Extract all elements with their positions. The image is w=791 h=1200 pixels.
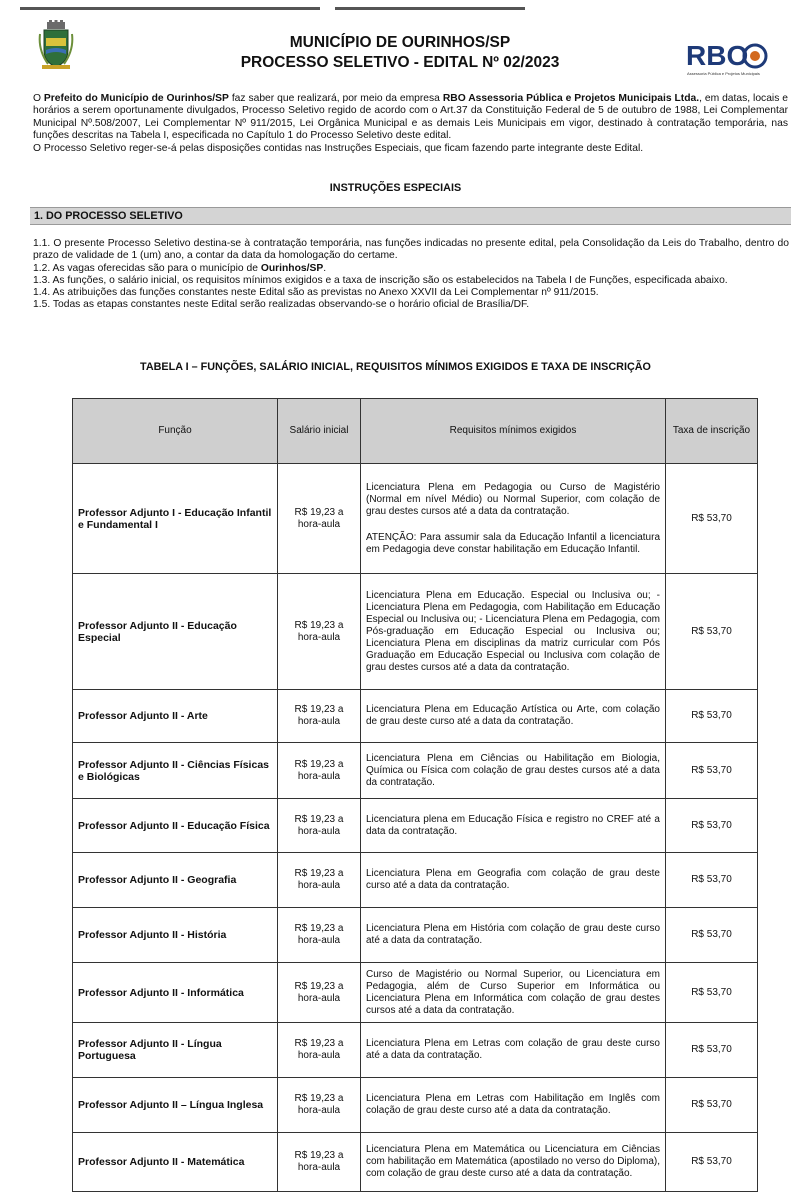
intro-text-span: faz saber que realizará, por meio da empresa xyxy=(228,93,443,104)
cell-funcao: Professor Adjunto I - Educação Infantil e Fundamental I xyxy=(73,464,278,574)
cell-taxa: R$ 53,70 xyxy=(666,963,758,1023)
section-1-header: 1. DO PROCESSO SELETIVO xyxy=(30,207,791,225)
table-row xyxy=(73,1078,758,1133)
company-name: RBO Assessoria Pública e Projetos Municipais Ltda. xyxy=(442,93,700,104)
item-1-3: 1.3. As funções, o salário inicial, os requisitos mínimos exigidos e a taxa de inscrição são os estabelecidos na Tabela I de Funções, especificada abaixo. xyxy=(33,274,728,286)
table-row xyxy=(73,908,758,963)
cell-funcao: Professor Adjunto II - Matemática xyxy=(73,1133,278,1192)
table-row xyxy=(73,743,758,799)
table-row xyxy=(73,574,758,690)
table-header-row xyxy=(73,399,758,464)
document-header xyxy=(120,33,680,73)
header-edital: PROCESSO SELETIVO - EDITAL Nº 02/2023 xyxy=(240,54,560,71)
header-salario: Salário inicial xyxy=(278,399,361,464)
cell-funcao: Professor Adjunto II - História xyxy=(73,908,278,963)
cell-funcao: Professor Adjunto II - Geografia xyxy=(73,853,278,908)
mayor-name: Prefeito do Município de Ourinhos/SP xyxy=(43,93,229,104)
instructions-title: INSTRUÇÕES ESPECIAIS xyxy=(329,182,462,194)
cell-taxa: R$ 53,70 xyxy=(666,1078,758,1133)
cell-funcao: Professor Adjunto II - Ciências Físicas e Biológicas xyxy=(73,743,278,799)
intro-text-span: , em datas, locais e horários a serem oportunamente divulgados, Processo Seletivo regido de acordo com o Art.37 da Constituição Federal de 5 de outubro de 1988, Lei Complementar Municipal Nº.508/2007, Lei Complementar Nº 911/2015, Lei Orgânica Municipal e as demais Leis Municipais em vigor, destinado à contratação temporária, nas funções descritas na Tabela I, especificada no Capítulo 1 do Processo Seletivo deste edital. xyxy=(33,93,788,142)
cell-salario: R$ 19,23 a hora-aula xyxy=(278,464,361,574)
cell-funcao: Professor Adjunto II – Língua Inglesa xyxy=(73,1078,278,1133)
cell-taxa: R$ 53,70 xyxy=(666,1133,758,1192)
cell-funcao: Professor Adjunto II - Informática xyxy=(73,963,278,1023)
table-row xyxy=(73,1133,758,1192)
intro-text-span: O xyxy=(33,93,44,104)
cell-requisitos: Licenciatura Plena em Letras com Habilitação em Inglês com colação de grau deste curso até a data da contratação. xyxy=(361,1078,666,1133)
table-title: TABELA I – FUNÇÕES, SALÁRIO INICIAL, REQUISITOS MÍNIMOS EXIGIDOS E TAXA DE INSCRIÇÃO xyxy=(140,361,651,373)
cell-requisitos: Licenciatura Plena em Matemática ou Licenciatura em Ciências com habilitação em Matemática (apostilado no verso do Diploma), com colação de grau deste curso até a data da contratação. xyxy=(361,1133,666,1192)
cell-taxa: R$ 53,70 xyxy=(666,799,758,853)
cell-funcao: Professor Adjunto II - Arte xyxy=(73,690,278,743)
cell-salario: R$ 19,23 a hora-aula xyxy=(278,1023,361,1078)
cell-taxa: R$ 53,70 xyxy=(666,464,758,574)
rbo-logo-text: RBO xyxy=(686,40,749,71)
cell-taxa: R$ 53,70 xyxy=(666,1023,758,1078)
requisitos-text: Licenciatura Plena em Pedagogia ou Curso de Magistério (Normal em nível Médio) ou Normal Superior, com colação de grau destes cursos até a data da contratação. xyxy=(366,481,660,517)
cell-requisitos: Licenciatura plena em Educação Física e registro no CREF até a data da contratação. xyxy=(361,799,666,853)
atencao-note: ATENÇÃO: Para assumir sala da Educação Infantil a licenciatura em Pedagogia deve constar habilitação em Educação Infantil. xyxy=(366,531,660,555)
top-rule-left xyxy=(20,7,320,10)
header-funcao: Função xyxy=(73,399,278,464)
cell-salario: R$ 19,23 a hora-aula xyxy=(278,963,361,1023)
item-text-span: . xyxy=(323,262,327,274)
cell-salario: R$ 19,23 a hora-aula xyxy=(278,1078,361,1133)
rbo-logo xyxy=(683,38,773,78)
cell-salario: R$ 19,23 a hora-aula xyxy=(278,853,361,908)
cell-salario: R$ 19,23 a hora-aula xyxy=(278,574,361,690)
table-row xyxy=(73,464,758,574)
cell-requisitos: Licenciatura Plena em Letras com colação de grau deste curso até a data da contratação. xyxy=(361,1023,666,1078)
cell-salario: R$ 19,23 a hora-aula xyxy=(278,1133,361,1192)
cell-requisitos: Licenciatura Plena em Educação. Especial ou Inclusiva ou; - Licenciatura Plena em Pedagogia, com Habilitação em Educação Especial ou Inclusiva ou; - Licenciatura Plena em Pedagogia, com Pós-graduação em Educação Especial ou Inclusiva ou; Licenciatura Plena em disciplinas da matriz curricular com Pós Graduação em Educação Especial ou Inclusiva com colação de grau destes cursos até a data da contratação. xyxy=(361,574,666,690)
cell-salario: R$ 19,23 a hora-aula xyxy=(278,690,361,743)
cell-requisitos: Licenciatura Plena em Educação Artística ou Arte, com colação de grau deste curso até a data da contratação. xyxy=(361,690,666,743)
cell-funcao: Professor Adjunto II - Educação Especial xyxy=(73,574,278,690)
cell-requisitos xyxy=(361,464,666,574)
intro-text xyxy=(33,93,788,155)
table-row xyxy=(73,1023,758,1078)
cell-taxa: R$ 53,70 xyxy=(666,908,758,963)
intro-paragraph-1 xyxy=(33,93,788,143)
item-1-1: 1.1. O presente Processo Seletivo destina-se à contratação temporária, nas funções indicadas no presente edital, pela Consolidação da Leis do Trabalho, dentro do prazo de validade de 1 (um) ano, a contar da data da homologação do certame. xyxy=(33,238,789,262)
top-rule-right xyxy=(335,7,525,10)
item-1-2 xyxy=(33,263,789,275)
header-requisitos: Requisitos mínimos exigidos xyxy=(361,399,666,464)
table-row xyxy=(73,853,758,908)
cell-taxa: R$ 53,70 xyxy=(666,690,758,743)
cell-salario: R$ 19,23 a hora-aula xyxy=(278,799,361,853)
item-1-4: 1.4. As atribuições das funções constantes neste Edital são as previstas no Anexo XXVII da Lei Complementar nº 911/2015. xyxy=(33,287,599,299)
table-row xyxy=(73,690,758,743)
intro-paragraph-2: O Processo Seletivo reger-se-á pelas disposições contidas nas Instruções Especiais, que ficam fazendo parte integrante deste Edital. xyxy=(33,142,644,154)
rbo-logo-subtext: Assessoria Pública e Projetos Municipais xyxy=(687,71,760,76)
item-1-5: 1.5. Todas as etapas constantes neste Edital serão realizadas observando-se o horário oficial de Brasília/DF. xyxy=(33,299,530,311)
cell-requisitos: Licenciatura Plena em História com colação de grau deste curso até a data da contratação. xyxy=(361,908,666,963)
cell-taxa: R$ 53,70 xyxy=(666,743,758,799)
cell-funcao: Professor Adjunto II - Língua Portuguesa xyxy=(73,1023,278,1078)
municipal-crest-icon xyxy=(38,20,74,70)
cell-requisitos: Licenciatura Plena em Geografia com colação de grau deste curso até a data da contratação. xyxy=(361,853,666,908)
functions-table xyxy=(72,398,758,1192)
table-row xyxy=(73,963,758,1023)
section-1-items xyxy=(33,238,789,312)
cell-taxa: R$ 53,70 xyxy=(666,853,758,908)
table-row xyxy=(73,799,758,853)
item-text-span: 1.2. As vagas oferecidas são para o município de xyxy=(33,262,261,274)
cell-taxa: R$ 53,70 xyxy=(666,574,758,690)
municipality-name: Ourinhos/SP xyxy=(260,262,324,274)
cell-salario: R$ 19,23 a hora-aula xyxy=(278,743,361,799)
cell-salario: R$ 19,23 a hora-aula xyxy=(278,908,361,963)
header-taxa: Taxa de inscrição xyxy=(666,399,758,464)
cell-funcao: Professor Adjunto II - Educação Física xyxy=(73,799,278,853)
cell-requisitos: Licenciatura Plena em Ciências ou Habilitação em Biologia, Química ou Física com colação de grau destes cursos até a data da contratação. xyxy=(361,743,666,799)
header-municipality: MUNICÍPIO DE OURINHOS/SP xyxy=(289,34,511,51)
cell-requisitos: Curso de Magistério ou Normal Superior, ou Licenciatura em Pedagogia, além de Curso Superior em Informática ou Licenciatura Plena em Informática com colação de grau destes cursos até a data da contratação. xyxy=(361,963,666,1023)
